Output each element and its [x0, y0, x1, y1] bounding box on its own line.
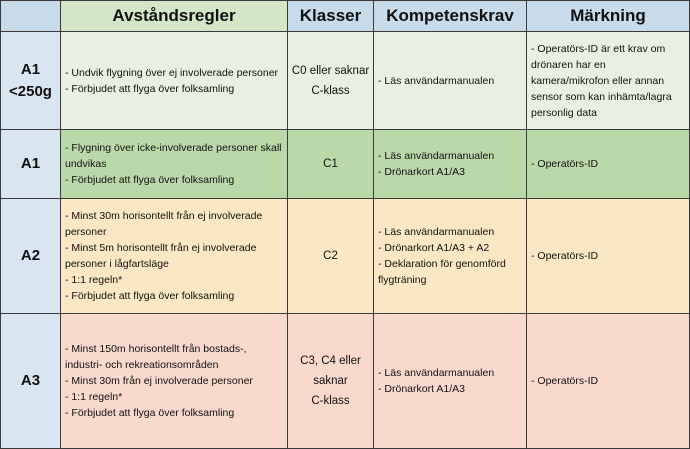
header-classes: Klasser — [288, 1, 374, 32]
distance-cell: - Undvik flygning över ej involverade personer - Förbjudet att flyga över folksamling — [61, 32, 288, 130]
header-distance-rules: Avståndsregler — [61, 1, 288, 32]
classes-cell: C2 — [288, 199, 374, 314]
header-marking: Märkning — [527, 1, 690, 32]
distance-cell: - Minst 150m horisontellt från bostads-, industri- och rekreationsområden - Minst 30m från ej involverade personer - 1:1 regeln* - Förbjudet att flyga över folksamling — [61, 314, 288, 449]
competence-cell: - Läs användarmanualen - Drönarkort A1/A3 — [374, 130, 527, 199]
distance-cell: - Minst 30m horisontellt från ej involverade personer - Minst 5m horisontellt från ej involverade personer i lågfartsläge - 1:1 regeln* - Förbjudet att flyga över folksamling — [61, 199, 288, 314]
classes-cell: C0 eller saknar C-klass — [288, 32, 374, 130]
classes-cell: C1 — [288, 130, 374, 199]
category-cell: A1 — [1, 130, 61, 199]
header-row — [1, 1, 690, 32]
marking-cell: - Operatörs-ID — [527, 314, 690, 449]
classes-cell: C3, C4 eller saknar C-klass — [288, 314, 374, 449]
table-row — [1, 130, 690, 199]
distance-cell: - Flygning över icke-involverade personer skall undvikas - Förbjudet att flyga över folksamling — [61, 130, 288, 199]
category-cell: A2 — [1, 199, 61, 314]
category-cell: A1 <250g — [1, 32, 61, 130]
competence-cell: - Läs användarmanualen — [374, 32, 527, 130]
table-row — [1, 199, 690, 314]
marking-cell: - Operatörs-ID — [527, 199, 690, 314]
competence-cell: - Läs användarmanualen - Drönarkort A1/A3 + A2 - Deklaration för genomförd flygträning — [374, 199, 527, 314]
table-row — [1, 314, 690, 449]
table-row — [1, 32, 690, 130]
marking-cell: - Operatörs-ID — [527, 130, 690, 199]
marking-cell: - Operatörs-ID är ett krav om drönaren har en kamera/mikrofon eller annan sensor som kan inhämta/lagra personlig data — [527, 32, 690, 130]
header-competence: Kompetenskrav — [374, 1, 527, 32]
category-cell: A3 — [1, 314, 61, 449]
competence-cell: - Läs användarmanualen - Drönarkort A1/A3 — [374, 314, 527, 449]
corner-cell — [1, 1, 61, 32]
